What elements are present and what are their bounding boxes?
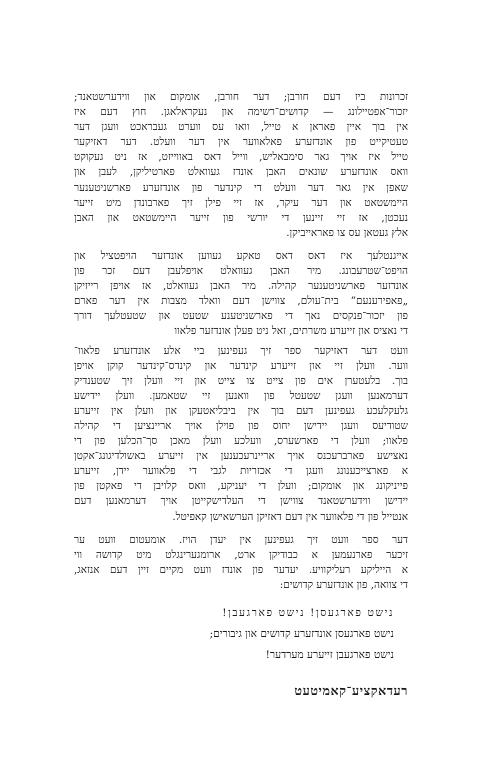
text-line: וועט דער דאזיקער ספר זיך געפינען ביי אלע אונדזערע פלאוו־: [74, 344, 408, 357]
text-line: פייניקונג און אומקום; וועלן די יעניקע, וואס קלויבן די פאקטן פון: [74, 480, 408, 493]
text-line: די נאציס און זייערע משרתים, זאל ניט פעלן אונדזער פלאוו: [174, 325, 408, 338]
exclamation-lines: [74, 603, 408, 666]
text-line: דערמאנען וועגן שטעטל פון וואנען זיי שטאמען. וועלן יידישע: [74, 389, 408, 402]
text-line: יידישן ווידערשטאנד צווישן די העלדישקייטן אויך דערמאנען דעם: [74, 495, 408, 508]
exclamation-line: נישט פארגעסן! נישט פארגעבן!: [222, 607, 394, 619]
text-line: פון יזכור־פנקסים נאך די פארשניטענע שטעט און שטעטלעך דורך: [74, 310, 408, 323]
text-line: היימשטאט און דער עיקר, אז זיי פילן זיך פארבונדן מיט זייער: [74, 196, 408, 209]
document-page: [74, 90, 408, 698]
text-line: זכרונות ביז דעם חורבן; דער חורבן, אומקום און ווידערשטאנד;: [74, 91, 408, 103]
text-line: טייל איז אויך גאר סימבאליש, ווייל דאס באווייזט, אז ניט געקוקט: [74, 151, 408, 164]
text-line: שטודיעס וועגן יידישן יחוס פון פוילן אויך אריינציען די קהילה: [74, 419, 408, 432]
signature: רעדאקציע־קאמיטעט: [294, 683, 408, 698]
text-line: טעטיקייט פון אונדזערע פאלאווער אין דער וועלט. דער דאזיקער: [74, 136, 408, 149]
text-line: א הייליקע רעליקוויע. יעדער פון אונדז וועט מקיים זיין דעם אנזאג,: [74, 563, 408, 576]
text-line: אייגנטלעך איז דאס דאס טאקע געווען אונדזער הויפטציל און: [74, 249, 408, 262]
text-line: בוך. בלעטערן אים פון צייט צו צייט און זיי וועלן זיך שטענדיק: [74, 374, 408, 387]
text-line: וואס אונדזערע שונאים האבן אונדז געוואלט פארטיליקן, לעבן און: [74, 166, 408, 179]
text-line: זיכער פארנעמען א כבודיקן ארט, ארומגערינגלט מיט קדושה ווי: [74, 548, 408, 561]
text-line: שאפן אין גאר דער וועלט די קינדער פון אונדזערע פארשניטענער: [74, 181, 408, 194]
text-line: פלאוו; וועלן די פארשערס, וועלכע וועלן מאכן סך־הכלען פון די: [74, 435, 408, 448]
text-line: נאצישע פארברעכנס אויך אריינרעכענען אין זייערע באשולדיגונג־אקטן: [74, 450, 408, 463]
text-line: גלעקלעכע געפינען דעם בוך אין ביבליאטעקן און וועלן אין זייערע: [74, 404, 408, 417]
text-line: „פאפירענעם” בית־עולם, צווישן דעם וואלד מצבות אין דער פארם: [74, 295, 408, 308]
paragraph-home: [74, 533, 408, 593]
paragraph-intro: [74, 90, 408, 241]
text-line: אונדזער פארשניטענער קהילה. מיר האבן געוואלט, אז אויפן רייזיקן: [74, 280, 408, 293]
text-line: א פארצייכענונג וועגן די אכזריות לגבי די פלאווער יידן, זייערע: [74, 465, 408, 478]
text-line: נעכטן, אז זיי זיינען די יורשי פון זייער היימשטאט און האבן: [74, 211, 408, 224]
text-line: יזכור־אפטיילונג — קדושים־רשימה און נעקראלאגן. חוץ דעם איז: [74, 106, 408, 119]
text-line: אלץ געטאן עס צו פאראייביקן.: [286, 226, 408, 239]
text-line: אנטייל פון די פלאווער אין דעם דאזיקן הערשאישן קאפיטל.: [172, 510, 408, 523]
text-line: הויפט־שטרעבונג. מיר האבן געוואלט אויפלעבן דעם זכר פון: [74, 265, 408, 278]
exclamation-line: נישט פארגעסן אונדזערע קדושים און גיבורים;: [209, 628, 394, 640]
exclamation-line: נישט פארגעבן זייערע מערדער!: [265, 649, 394, 661]
paragraph-goal: [74, 249, 408, 525]
text-line: די צוואה, פון אונדזערע קדושים:: [279, 578, 408, 591]
text-line: אין בוך איין פאראן א טייל, וואו עס ווערט געבראכט וועגן דער: [74, 121, 408, 134]
text-line: ווער. וועלן זיי און זייערע קינדער און קינדס־קינדער קוקן אויפן: [74, 359, 408, 372]
text-line: דער ספר וועט זיך געפינען אין יעדן הויז. אומעטום וועט ער: [74, 533, 408, 546]
